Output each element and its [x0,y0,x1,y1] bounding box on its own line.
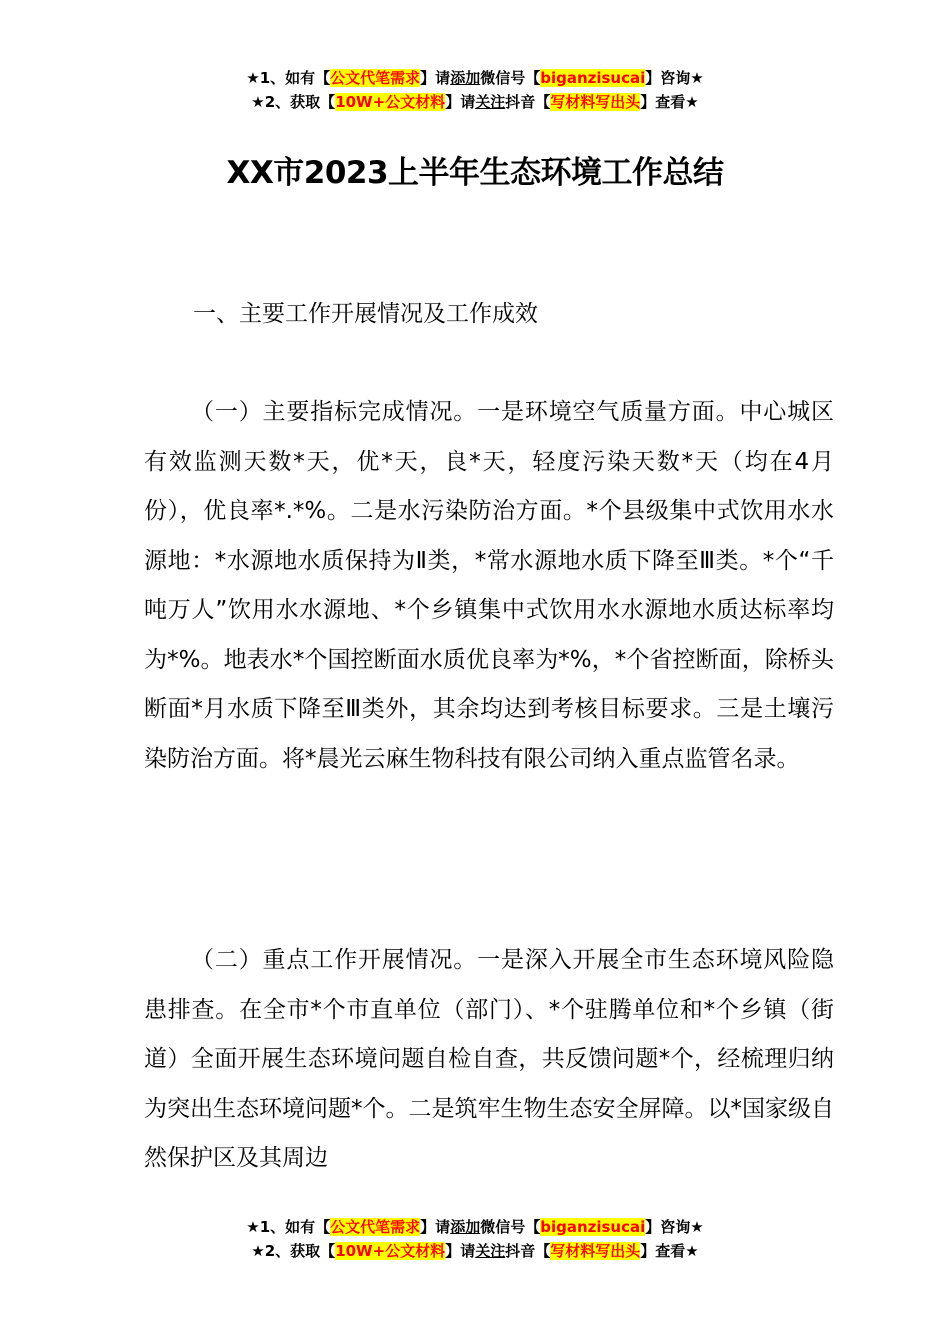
banner-highlight: 10W+公文材料 [335,93,446,111]
banner-text: 】查看★ [640,1242,699,1260]
banner-text: ★1、如有【 [246,1218,331,1236]
banner-text: ★2、获取【 [251,1242,336,1260]
banner-highlight: biganzisucai [540,1218,646,1236]
body-paragraph: （二）重点工作开展情况。一是深入开展全市生态环境风险隐患排查。在全市*个市直单位（部门）、*个驻腾单位和*个乡镇（街道）全面开展生态环境问题自检自查，共反馈问题*个，经梳理归纳为突出生态环境问题*个。二是筑牢生物生态安全屏障。以*国家级自然保护区及其周边 [144,947,834,1171]
banner-text: 】请 [420,69,451,87]
banner-highlight: 写材料写出头 [550,1242,641,1260]
banner-text: 】请 [445,93,476,111]
banner-underline-text: 添加 [450,1218,481,1236]
banner-text: 微信号【 [480,69,541,87]
banner-text: ★1、如有【 [246,69,331,87]
banner-text: ★2、获取【 [251,93,336,111]
document-title: XX市2023上半年生态环境工作总结 [226,155,724,191]
footer-banner [0,1215,950,1263]
body-paragraph: （一）主要指标完成情况。一是环境空气质量方面。中心城区有效监测天数*天，优*天，良*天，轻度污染天数*天（均在4月份），优良率*.*%。二是水污染防治方面。*个县级集中式饮用水水源地：*水源地水质保持为Ⅱ类，*常水源地水质下降至Ⅲ类。*个“千吨万人”饮用水水源地、*个乡镇集中式饮用水水源地水质达标率均为*%。地表水*个国控断面水质优良率为*%，*个省控断面，除桥头断面*月水质下降至Ⅲ类外，其余均达到考核目标要求。三是土壤污染防治方面。将*晨光云麻生物科技有限公司纳入重点监管名录。 [144,399,834,772]
banner-highlight: 10W+公文材料 [335,1242,446,1260]
banner-text: 】请 [445,1242,476,1260]
banner-highlight: 公文代笔需求 [330,1218,421,1236]
banner-underline-text: 关注 [475,93,506,111]
banner-text: 】咨询★ [645,1218,704,1236]
banner-text: 】查看★ [640,93,699,111]
banner-line-1 [0,66,950,90]
banner-underline-text: 关注 [475,1242,506,1260]
banner-highlight: 写材料写出头 [550,93,641,111]
banner-line-1 [0,1215,950,1239]
banner-line-2 [0,1239,950,1263]
banner-text: 微信号【 [480,1218,541,1236]
banner-underline-text: 添加 [450,69,481,87]
section-heading: 一、主要工作开展情况及工作成效 [193,301,538,327]
banner-highlight: 公文代笔需求 [330,69,421,87]
banner-text: 抖音【 [505,93,551,111]
banner-highlight: biganzisucai [540,69,646,87]
banner-text: 】咨询★ [645,69,704,87]
banner-text: 】请 [420,1218,451,1236]
header-banner [0,66,950,114]
banner-text: 抖音【 [505,1242,551,1260]
banner-line-2 [0,90,950,114]
